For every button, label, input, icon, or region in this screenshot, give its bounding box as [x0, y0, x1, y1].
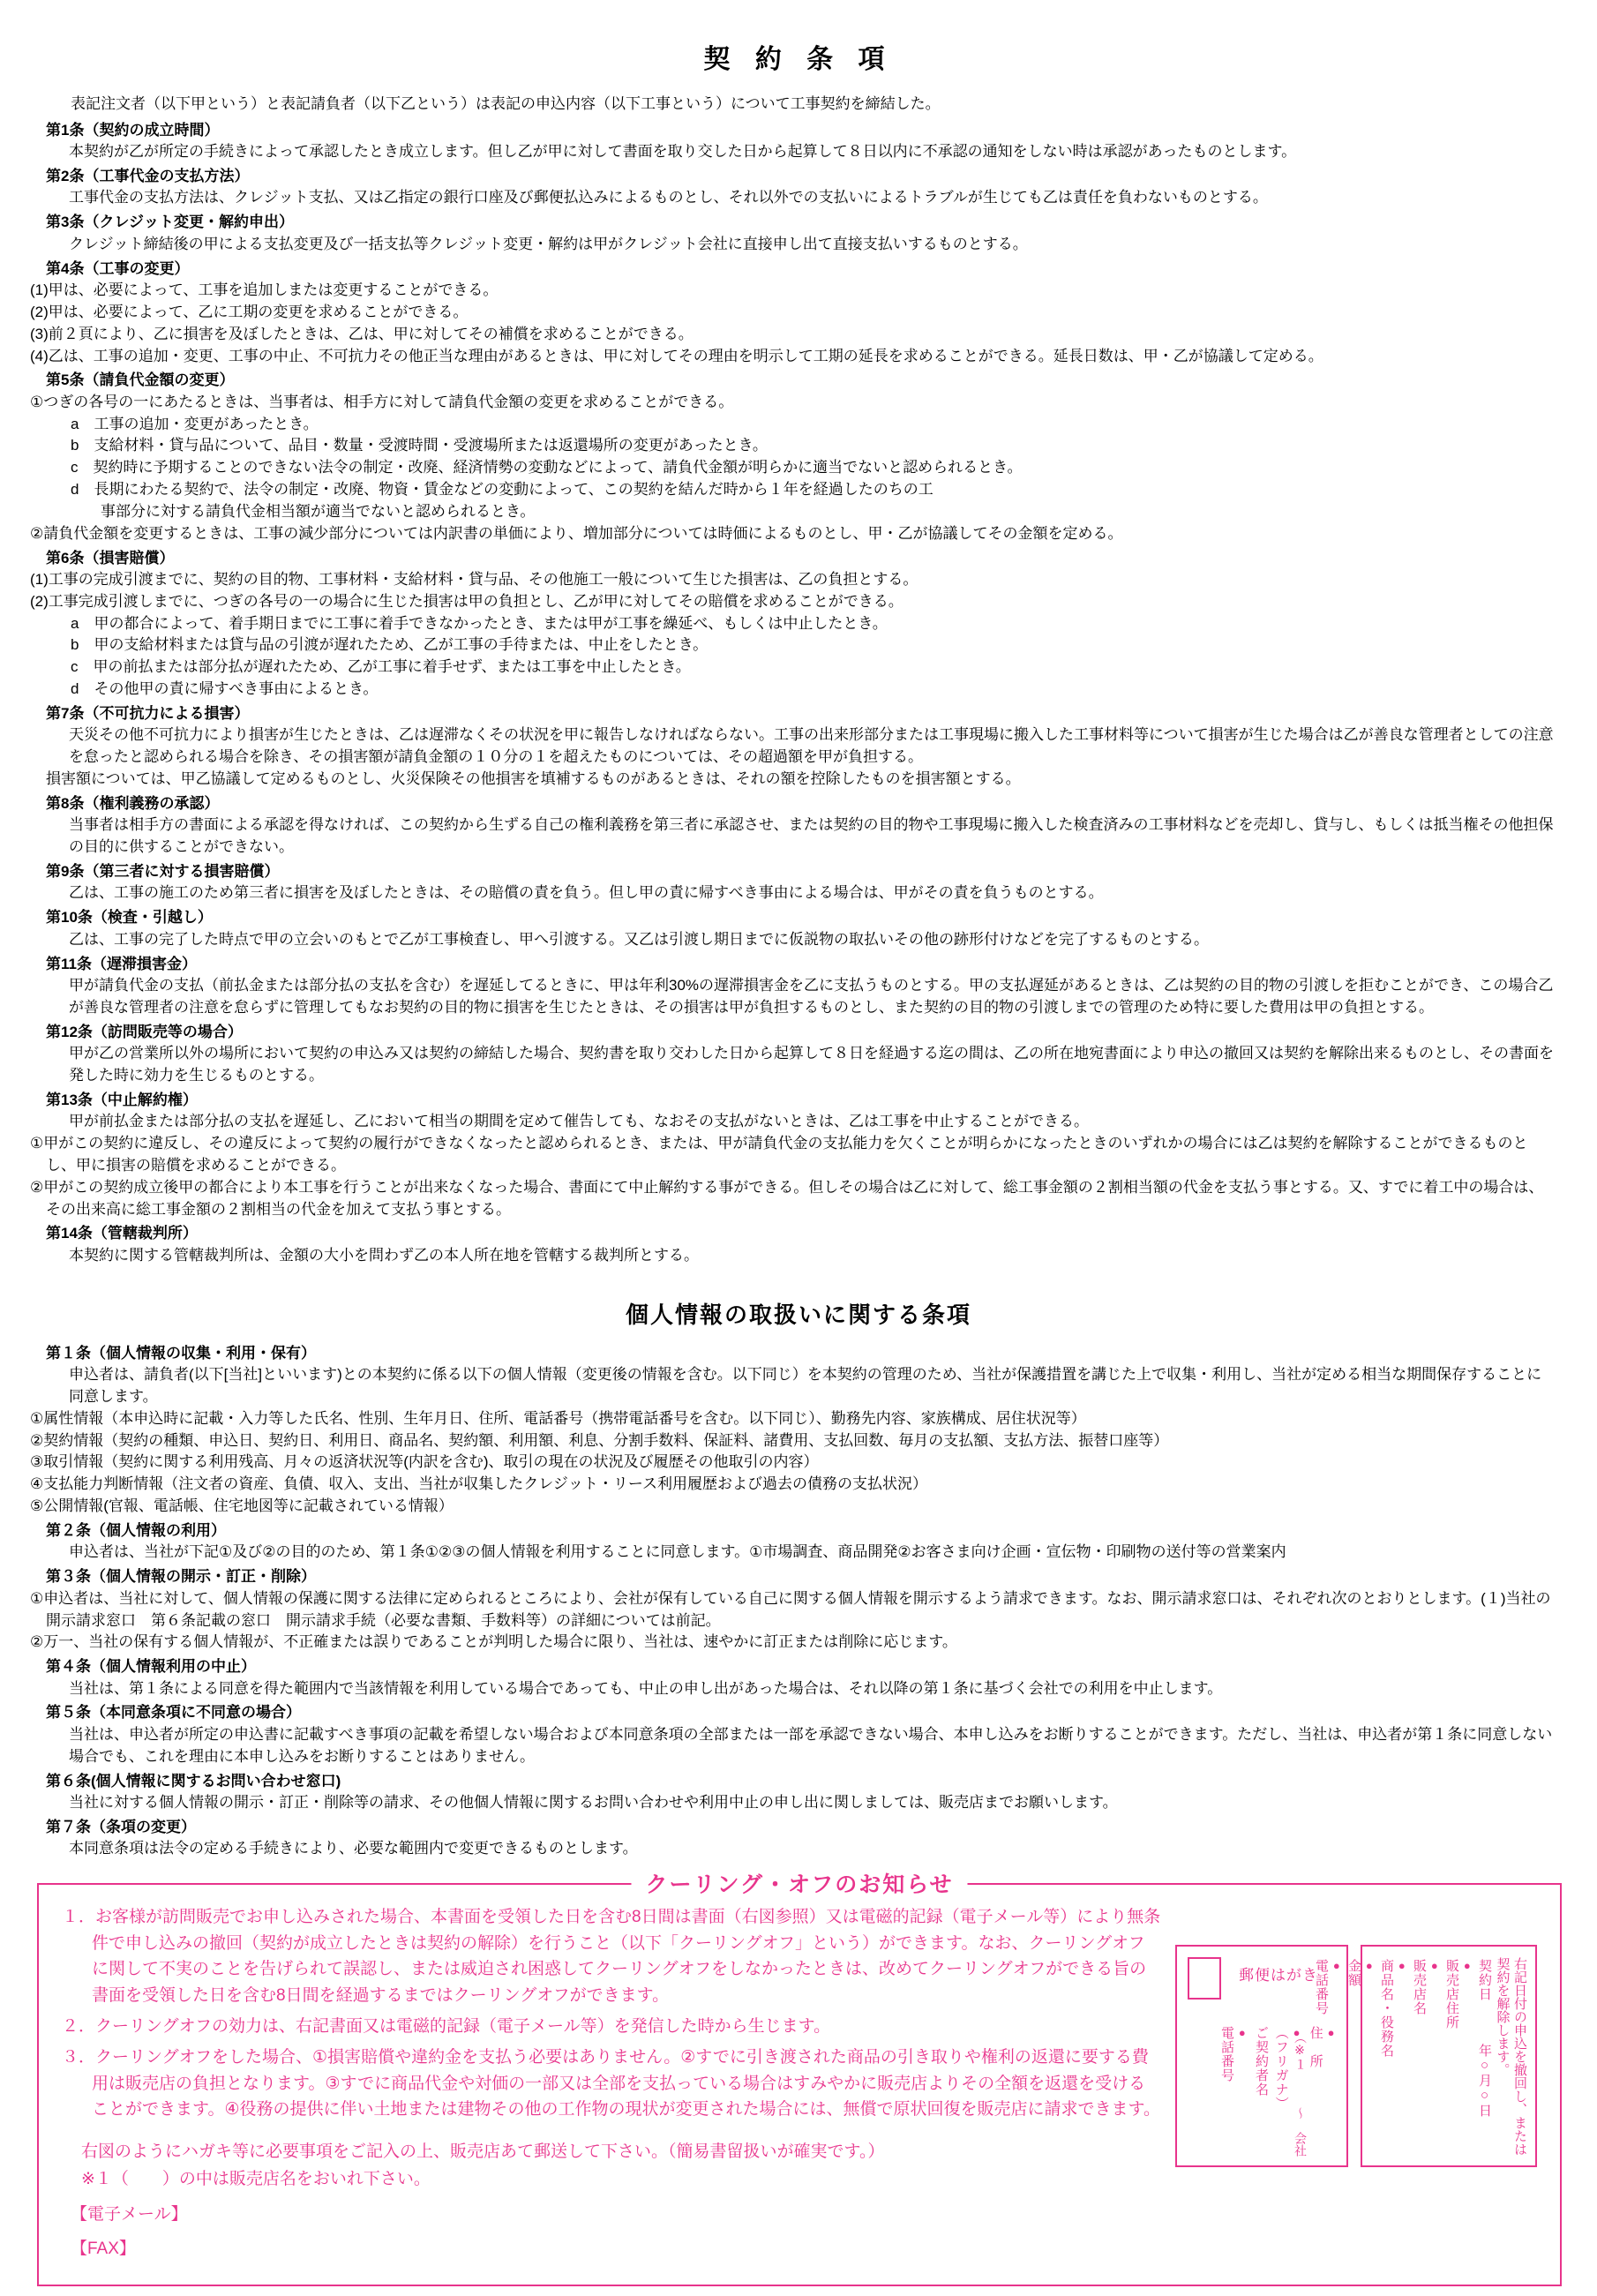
- cooling-off-body: [62, 1904, 1537, 2262]
- article-6: [30, 547, 1555, 701]
- privacy-terms-section: [0, 1342, 1597, 1861]
- article-8: [46, 792, 1555, 859]
- cooling-off-note-1: 右図のようにハガキ等に必要事項をご記入の上、販売店あて郵送して下さい。（簡易書留扱いが確実です。）: [81, 2142, 885, 2161]
- article-heading: 第６条(個人情報に関するお問い合わせ窓口): [46, 1772, 341, 1790]
- cooling-off-box: [37, 1872, 1562, 2286]
- article-item: ⑤公開情報(官報、電話帳、住宅地図等に記載されている情報）: [30, 1497, 454, 1515]
- privacy-article-2: [46, 1519, 1555, 1564]
- postcard-field-name: ご契約者名: [1254, 2026, 1269, 2097]
- article-item: ②甲がこの契約成立後甲の都合により本工事を行うことが出来なくなった場合、書面にて中止解約する事ができる。但しその場合は乙に対して、総工事金額の２割相当額の代金を支払う事とする。又、すでに着工中の場合は、その出来高に総工事金額の２割相当の代金を加えて支払う事とする。: [30, 1178, 1544, 1218]
- privacy-article-6: [46, 1770, 1555, 1814]
- article-heading: 第10条（検査・引越し）: [46, 909, 213, 927]
- article-heading: 第11条（遅滞損害金）: [46, 955, 197, 972]
- postcard-field-phone: ● 電話番号: [1218, 2022, 1248, 2164]
- article-item: ②請負代金額を変更するときは、工事の減少部分については内訳書の単価により、増加部分については時価によるものとし、甲・乙が協議してその金額を定める。: [30, 524, 1123, 542]
- article-subitem: d その他甲の責に帰すべき事由によるとき。: [71, 680, 379, 698]
- article-text: 申込者は、請負者(以下[当社]といいます)との本契約に係る以下の個人情報（変更後の情報を含む。以下同じ）を本契約の管理のため、当社が保護措置を講じた上で収集・利用し、当社が定める相当な期間保存することに同意します。: [69, 1366, 1542, 1406]
- article-heading: 第４条（個人情報利用の中止）: [46, 1658, 256, 1676]
- article-heading: 第７条（条項の変更）: [46, 1818, 196, 1835]
- postcard-field-address: ● 住 所: [1307, 2022, 1338, 2164]
- article-5: [30, 369, 1555, 544]
- sample-cards-area: [1175, 1904, 1537, 2167]
- contract-card-shop-name: ● 販売店名: [1410, 1955, 1441, 2157]
- privacy-article-7: [46, 1816, 1555, 1860]
- contract-card-amount: ● 金額: [1345, 1955, 1376, 2157]
- article-heading: 第5条（請負代金額の変更）: [46, 371, 235, 389]
- article-subitem: d 長期にわたる契約で、法令の制定・改廃、物資・賃金などの変動によって、この契約を結んだ時から１年を経過したのちの工: [71, 481, 933, 499]
- privacy-article-5: [46, 1701, 1555, 1767]
- document-title: 契 約 条 項: [703, 45, 894, 74]
- contract-card-sample: [1314, 1945, 1537, 2167]
- article-heading: 第５条（本同意条項に不同意の場合）: [46, 1704, 301, 1722]
- article-subitem: c 甲の前払または部分払が遅れたため、乙が工事に着手せず、または工事を中止したとき。: [71, 658, 691, 676]
- article-heading: 第6条（損害賠償）: [46, 549, 175, 566]
- article-item: ①属性情報（本申込時に記載・入力等した氏名、性別、生年月日、住所、電話番号（携帯電話番号を含む。以下同じ）、勤務先内容、家族構成、居住状況等）: [30, 1409, 1086, 1427]
- article-10: [46, 906, 1555, 950]
- article-heading: 第4条（工事の変更）: [46, 259, 190, 277]
- article-1: [46, 119, 1555, 163]
- article-heading: 第8条（権利義務の承認）: [46, 794, 220, 812]
- article-item: ④支払能力判断情報（注文者の資産、負債、収入、支出、当社が収集したクレジット・リース利用履歴および過去の債務の支払状況）: [30, 1475, 927, 1493]
- article-2: [46, 165, 1555, 209]
- article-item: (1)工事の完成引渡までに、契約の目的物、工事材料・支給材料・貸与品、その他施工一般について生じた損害は、乙の負担とする。: [30, 571, 918, 589]
- article-text: 本同意条項は法令の定める手続きにより、必要な範囲内で変更できるものとします。: [69, 1840, 638, 1857]
- article-heading: 第2条（工事代金の支払方法）: [46, 167, 250, 184]
- article-text: 本契約が乙が所定の手続きによって承認したとき成立します。但し乙が甲に対して書面を取り交した日から起算して８日以内に不承認の通知をしない時は承認があったものとします。: [69, 143, 1297, 161]
- stamp-box-icon: [1188, 1957, 1221, 2000]
- article-item: (3)前２頁により、乙に損害を及ぼしたときは、乙は、甲に対してその補償を求めることができる。: [30, 325, 694, 342]
- article-heading: 第9条（第三者に対する損害賠償）: [46, 862, 280, 880]
- article-heading: 第２条（個人情報の利用）: [46, 1521, 226, 1539]
- article-item: ①甲がこの契約に違反し、その違反によって契約の履行ができなくなったと認められるとき、または、甲が請負代金の支払能力を欠くことが明らかになったときのいずれかの場合には乙は契約を解除することができるものとし、甲に損害の賠償を求めることができる。: [30, 1135, 1528, 1174]
- contract-card-product-name: ● 商品名・役務名: [1377, 1955, 1408, 2157]
- article-subitem-continuation: 事部分に対する請負代金相当額が適当でないと認められるとき。: [101, 502, 536, 520]
- article-14: [46, 1222, 1555, 1266]
- contact-email-label: 【電子メール】: [71, 2204, 188, 2224]
- article-item: ②万一、当社の保有する個人情報が、不正確または誤りであることが判明した場合に限り、当社は、速やかに訂正または削除に応じます。: [30, 1633, 957, 1651]
- cooling-off-paragraph-3: ３．クーリングオフをした場合、①損害賠償や違約金を支払う必要はありません。②すでに引き渡された商品の引き取りや権利の返還に要する費用は販売店の負担となります。③すでに商品代金や対価の一部又は全部を支払っている場合はすみやかに販売店よりその全額を返還を受けることができます。④役務の提供に伴い土地または建物その他の工作物の現状が変更された場合には、無償で原状回復を販売店に請求できます。: [62, 2048, 1160, 2120]
- privacy-article-1: [30, 1342, 1555, 1518]
- article-item: ②契約情報（契約の種類、申込日、契約日、利用日、商品名、契約額、利用額、利息、分割手数料、保証料、諸費用、支払回数、毎月の支払額、支払方法、振替口座等）: [30, 1431, 1169, 1449]
- article-text: 天災その他不可抗力により損害が生じたときは、乙は遅滞なくその状況を甲に報告しなければならない。工事の出来形部分または工事現場に搬入した工事材料等について損害が生じた場合は乙が善良な管理者としての注意を怠ったと認められる場合を除き、その損害額が請負金額の１０分の１を超えたものについては、その超過額を甲が負担する。: [69, 726, 1554, 766]
- postcard-note-mark: （※１ ～ 会社: [1293, 2031, 1308, 2157]
- contract-card-date: 契約日 年○月○日: [1477, 1959, 1492, 2119]
- contract-card-phone: ● 電話番号: [1312, 1955, 1343, 2157]
- article-text: 甲が前払金または部分払の支払を遅延し、乙において相当の期間を定めて催告しても、なおその支払がないときは、乙は工事を中止することができる。: [69, 1113, 1089, 1130]
- article-text: 当社は、申込者が所定の申込書に記載すべき事項の記載を希望しない場合および本同意条項の全部または一部を承認できない場合、本申し込みをお断りすることができます。ただし、当社は、申込者が第１条に同意しない場合でも、これを理由に本申し込みをお断りすることはありません。: [69, 1725, 1553, 1765]
- article-heading: 第12条（訪問販売等の場合）: [46, 1023, 243, 1040]
- article-item: (1)甲は、必要によって、工事を追加しまたは変更することができる。: [30, 281, 499, 299]
- article-text: 申込者は、当社が下記①及び②の目的のため、第１条①②③の個人情報を利用することに同意します。①市場調査、商品開発②お客さま向け企画・宣伝物・印刷物の送付等の営業案内: [69, 1543, 1286, 1561]
- article-7: [46, 702, 1555, 791]
- article-11: [46, 953, 1555, 1019]
- article-item: ①つぎの各号の一にあたるときは、当事者は、相手方に対して請負代金額の変更を求めることができる。: [30, 393, 734, 410]
- article-text: 甲が請負代金の支払（前払金または部分払の支払を含む）を遅延してるときに、甲は年利30%の遅滞損害金を乙に支払うものとする。甲の支払遅延があるときは、乙は契約の目的物の引渡しを拒むことができ、この場合乙が善良な管理者の注意を怠らずに管理してもなお契約の目的物に損害を生じたときは、その損害は甲が負担するものとし、また契約の目的物の引渡しまでの管理のため特に要した費用は甲の負担とする。: [69, 977, 1554, 1016]
- article-heading: 第7条（不可抗力による損害）: [46, 704, 250, 722]
- article-3: [46, 211, 1555, 255]
- article-text: 工事代金の支払方法は、クレジット支払、又は乙指定の銀行口座及び郵便払込みによるものとし、それ以外での支払いによるトラブルが生じても乙は責任を負わないものとする。: [69, 189, 1268, 206]
- article-text: 乙は、工事の施工のため第三者に損害を及ぼしたときは、その賠償の責を負う。但し甲の責に帰すべき事由による場合は、甲がその責を負うものとする。: [69, 884, 1104, 902]
- article-item: (2)工事完成引渡しまでに、つぎの各号の一の場合に生じた損害は甲の負担とし、乙が甲に対してその賠償を求めることができる。: [30, 592, 903, 610]
- article-heading: 第3条（クレジット変更・解約申出）: [46, 214, 295, 231]
- article-heading: 第３条（個人情報の開示・訂正・削除）: [46, 1568, 316, 1586]
- contract-card-note: 右記日付の申込を撤回し、または契約を解除します。: [1495, 1957, 1527, 2157]
- article-subitem: b 支給材料・貸与品について、品目・数量・受渡時間・受渡場所または返還場所の変更があったとき。: [71, 437, 768, 454]
- contract-card-shop-address: ● 販売店住所: [1443, 1955, 1473, 2157]
- privacy-article-3: [30, 1565, 1555, 1654]
- article-subitem: c 契約時に予期することのできない法令の制定・改廃、経済情勢の変動などによって、請負代金額が明らかに適当でないと認められるとき。: [71, 459, 1023, 476]
- article-heading: 第14条（管轄裁判所）: [46, 1225, 198, 1242]
- article-item: (4)乙は、工事の追加・変更、工事の中止、不可抗力その他正当な理由があるときは、甲に対してその理由を明示して工期の延長を求めることができる。延長日数は、甲・乙が協議して定める。: [30, 347, 1323, 364]
- article-text: 当社は、第１条による同意を得た範囲内で当該情報を利用している場合であっても、中止の申し出があった場合は、それ以降の第１条に基づく会社での利用を中止します。: [69, 1679, 1223, 1697]
- contact-fax-label: 【FAX】: [71, 2240, 136, 2259]
- privacy-article-4: [46, 1655, 1555, 1699]
- document-page: [0, 37, 1597, 2296]
- postcard-label: 郵便はがき: [1239, 1967, 1318, 1985]
- article-heading: 第1条（契約の成立時間）: [46, 121, 220, 139]
- contract-terms-section: [0, 94, 1597, 1267]
- article-item: (2)甲は、必要によって、乙に工期の変更を求めることができる。: [30, 303, 469, 320]
- article-text: クレジット締結後の甲による支払変更及び一括支払等クレジット変更・解約は甲がクレジット会社に直接申し出て直接支払いするものとする。: [69, 235, 1028, 252]
- article-text: 本契約に関する管轄裁判所は、金額の大小を問わず乙の本人所在地を管轄する裁判所とする。: [69, 1246, 699, 1264]
- postcard-field-furigana: ● （フリガナ）: [1272, 2022, 1303, 2164]
- cooling-off-text-column: [62, 1904, 1175, 2262]
- contract-lead-paragraph: 表記注文者（以下甲という）と表記請負者（以下乙という）は表記の申込内容（以下工事という）について工事契約を締結した。: [71, 95, 941, 112]
- cooling-off-paragraph-2: ２．クーリングオフの効力は、右記書面又は電磁的記録（電子メール等）を発信した時から生じます。: [62, 2016, 831, 2036]
- cooling-off-note-2: ※１（ ）の中は販売店名をおいれ下さい。: [81, 2170, 431, 2189]
- article-item: ③取引情報（契約に関する利用残高、月々の返済状況等(内訳を含む)、取引の現在の状況及び履歴その他取引の内容）: [30, 1453, 819, 1471]
- article-13: [30, 1089, 1555, 1221]
- article-text: 当事者は相手方の書面による承認を得なければ、この契約から生ずる自己の権利義務を第三者に承認させ、または契約の目的物や工事現場に搬入した検査済みの工事材料などを売却し、貸与し、もしくは抵当権その他担保の目的に供することができない。: [69, 816, 1554, 856]
- article-subitem: b 甲の支給材料または貸与品の引渡が遅れたため、乙が工事の手待または、中止をしたとき。: [71, 636, 709, 654]
- article-subitem: a 工事の追加・変更があったとき。: [71, 415, 319, 432]
- cooling-off-title: クーリング・オフのお知らせ: [631, 1867, 967, 1899]
- article-heading: 第13条（中止解約権）: [46, 1091, 198, 1108]
- article-item: ①申込者は、当社に対して、個人情報の保護に関する法律に定められるところにより、会社が保有している自己に関する個人情報を開示するよう請求できます。なお、開示請求窓口は、それぞれ次のとおりとします。(１)当社の開示請求窓口 第６条記載の窓口 開示請求手続（必要な書類、手数料等）の詳細については前記。: [30, 1589, 1551, 1629]
- privacy-section-title: 個人情報の取扱いに関する条項: [625, 1301, 971, 1328]
- article-subitem: a 甲の都合によって、着手期日までに工事に着手できなかったとき、または甲が工事を繰延べ、もしくは中止したとき。: [71, 614, 888, 632]
- article-heading: 第１条（個人情報の収集・利用・保有）: [46, 1344, 316, 1362]
- article-9: [46, 860, 1555, 904]
- article-12: [46, 1021, 1555, 1087]
- article-4: [30, 258, 1555, 368]
- cooling-off-paragraph-1: １．お客様が訪問販売でお申し込みされた場合、本書面を受領した日を含む8日間は書面（右図参照）又は電磁的記録（電子メール等）により無条件で申し込みの撤回（契約が成立したときは契約の解除）を行うこと（以下「クーリングオフ」という）ができます。なお、クーリングオフに関して不実のことを告げられて誤認し、または威迫され困惑してクーリングオフをしなかったときは、改めてクーリングオフができる旨の書面を受領した日を含む8日間を経過するまではクーリングオフができます。: [62, 1908, 1161, 2005]
- article-text: 乙は、工事の完了した時点で甲の立会いのもとで乙が工事検査し、甲へ引渡する。又乙は引渡し期日までに仮説物の取払いその他の跡形付けなどを完了するものとする。: [69, 930, 1209, 948]
- article-text: 当社に対する個人情報の開示・訂正・削除等の請求、その他個人情報に関するお問い合わせや利用中止の申し出に関しましては、販売店までお願いします。: [69, 1794, 1118, 1812]
- article-text: 損害額については、甲乙協議して定めるものとし、火災保険その他損害を填補するものがあるときは、それの額を控除したものを損害額とする。: [46, 770, 1021, 788]
- article-text: 甲が乙の営業所以外の場所において契約の申込み又は契約の締結した場合、契約書を取り交わした日から起算して８日を経過する迄の間は、乙の所在地宛書面により申込の撤回又は契約を解除出来るものとし、その書面を発した時に効力を生じるものとする。: [69, 1045, 1554, 1084]
